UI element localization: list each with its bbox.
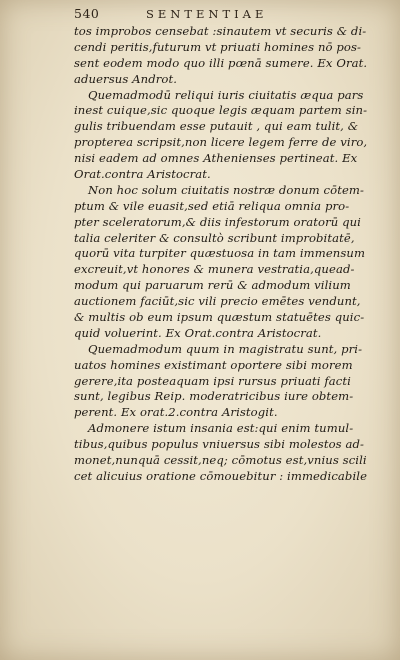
text-line: Orat.contra Aristocrat. (74, 167, 211, 182)
running-title: SENTENTIAE (146, 7, 268, 21)
text-line: nisi eadem ad omnes Athenienses pertineat. Ex (74, 151, 358, 166)
text-line: Quemadmodum quum in magistratu sunt, pri- (88, 341, 363, 356)
text-line: perent. Ex orat.2.contra Aristogit. (74, 405, 278, 420)
text-line: inest cuique,sic quoque legis æquam partem sin- (74, 103, 368, 118)
text-line: sent eodem modo quo illi pœnā sumere. Ex Orat. (74, 55, 368, 70)
text-line: cendi peritis,futurum vt priuati homines nō pos- (74, 39, 362, 54)
text-line: aduersus Androt. (74, 71, 177, 86)
text-line: gulis tribuendam esse putauit , qui eam tulit, & (74, 119, 359, 134)
text-line: tibus,quibus populus vniuersus sibi molestos ad- (74, 437, 365, 452)
text-line: ptum & vile euasit,sed etiā reliqua omnia pro- (74, 198, 350, 213)
text-line: propterea scripsit,non licere legem ferre de viro, (74, 135, 368, 150)
text-line: Quemadmodū reliqui iuris ciuitatis æqua pars (88, 87, 364, 102)
text-line: excreuit,vt honores & munera vestratia,quead- (74, 262, 355, 277)
running-head (74, 6, 364, 22)
text-line: Admonere istum insania est:qui enim tumul- (88, 421, 354, 436)
text-line: & multis ob eum ipsum quæstum statuētes quic- (74, 310, 365, 325)
text-line: gerere,ita posteaquam ipsi rursus priuati facti (74, 373, 351, 388)
text-line: modum qui paruarum rerū & admodum vilium (74, 278, 351, 293)
body-text (74, 24, 370, 485)
text-line: quorū vita turpiter quæstuosa in tam immensum (74, 246, 366, 261)
text-line: auctionem faciūt,sic vili precio emētes vendunt, (74, 294, 361, 309)
text-line: talia celeriter & consultò scribunt improbitatē, (74, 230, 355, 245)
text-line: monet,nunquā cessit,neq; cōmotus est,vnius scili (74, 453, 367, 468)
text-line: pter sceleratorum,& diis infestorum oratorū qui (74, 214, 361, 229)
text-line: quid voluerint. Ex Orat.contra Aristocrat. (74, 325, 322, 340)
text-line: sunt, legibus Reip. moderatricibus iure obtem- (74, 389, 354, 404)
text-line: Non hoc solum ciuitatis nostræ donum cōtem- (88, 182, 365, 197)
text-line: cet alicuius oratione cōmouebitur : immedicabile (74, 468, 368, 483)
text-line: uatos homines existimant oportere sibi morem (74, 357, 353, 372)
text-line: tos improbos censebat :sinautem vt securis & di- (74, 24, 367, 38)
page-number: 540 (74, 6, 100, 21)
